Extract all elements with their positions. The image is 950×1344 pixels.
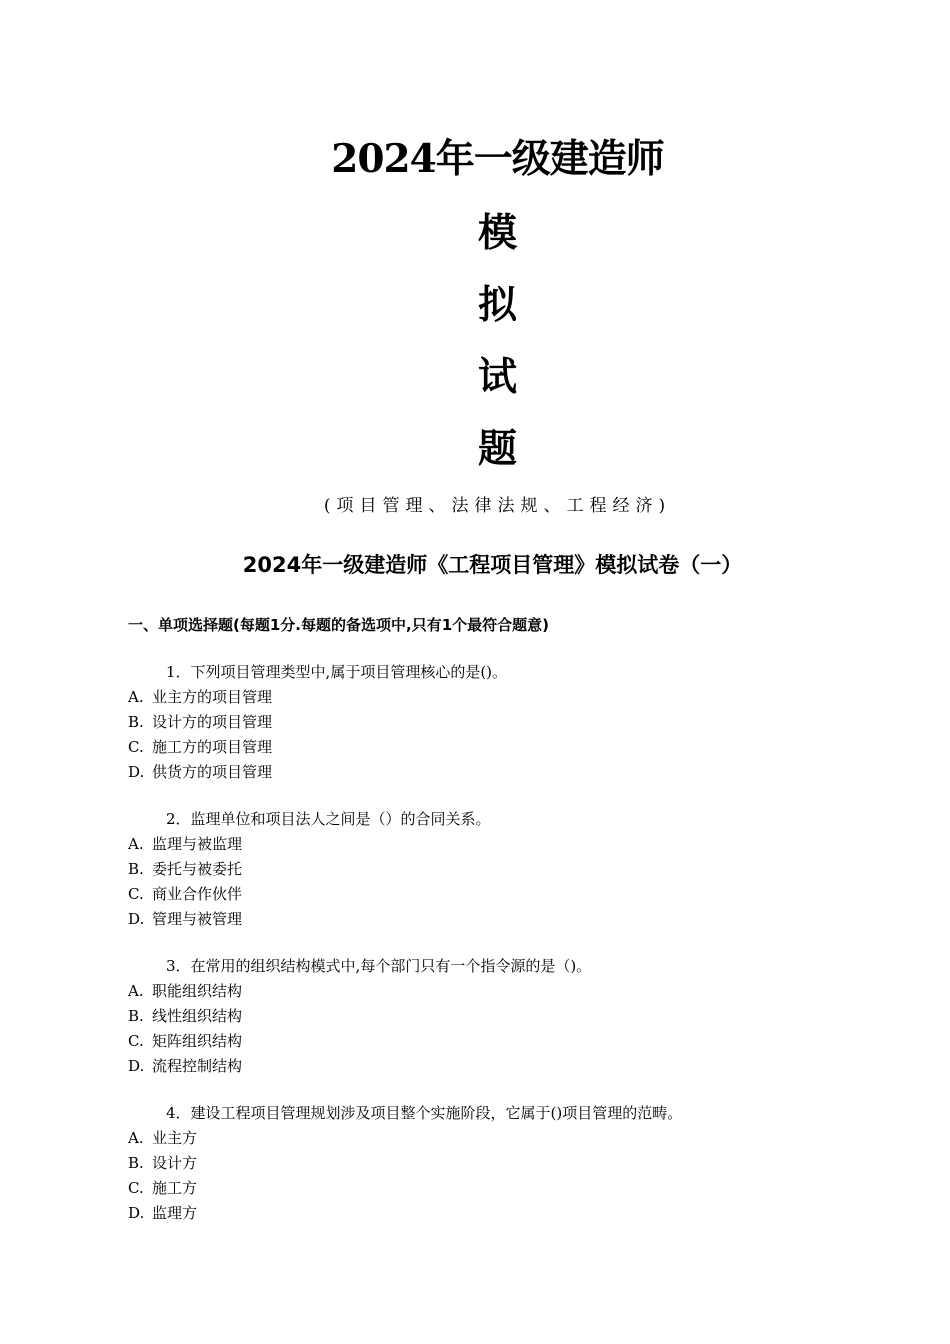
option-a	[128, 979, 888, 1004]
option-a	[128, 832, 888, 857]
option-text: 施工方	[152, 1179, 198, 1197]
cover-subtitle: (项目管理、法律法规、工程经济)	[323, 496, 672, 516]
option-letter: A.	[128, 1129, 144, 1147]
cover-title-char: 拟	[477, 282, 517, 328]
option-b	[128, 857, 888, 882]
question-stem: 1．下列项目管理类型中,属于项目管理核心的是()。	[166, 663, 508, 681]
option-letter: B.	[128, 713, 144, 731]
option-text: 设计方的项目管理	[152, 713, 273, 731]
option-letter: B.	[128, 860, 144, 878]
question-list	[128, 660, 888, 1248]
option-b	[128, 710, 888, 735]
option-letter: C.	[128, 738, 144, 756]
option-text: 委托与被委托	[152, 860, 243, 878]
cover-title: 2024年一级建造师	[331, 136, 664, 182]
option-a	[128, 685, 888, 710]
option-text: 监理方	[152, 1204, 198, 1222]
option-text: 职能组织结构	[152, 982, 243, 1000]
option-letter: A.	[128, 982, 144, 1000]
option-b	[128, 1004, 888, 1029]
option-text: 设计方	[152, 1154, 198, 1172]
question-item	[128, 807, 888, 932]
option-letter: C.	[128, 1032, 144, 1050]
question-item	[128, 660, 888, 785]
option-c	[128, 882, 888, 907]
option-text: 流程控制结构	[152, 1057, 243, 1075]
option-letter: A.	[128, 688, 144, 706]
question-stem: 4．建设工程项目管理规划涉及项目整个实施阶段，它属于()项目管理的范畴。	[166, 1104, 683, 1122]
question-stem: 2．监理单位和项目法人之间是（）的合同关系。	[166, 810, 491, 828]
option-letter: D.	[128, 763, 145, 781]
option-letter: B.	[128, 1007, 144, 1025]
option-letter: C.	[128, 885, 144, 903]
option-c	[128, 1176, 888, 1201]
option-letter: D.	[128, 1057, 145, 1075]
option-a	[128, 1126, 888, 1151]
cover-title-char: 模	[477, 210, 517, 256]
option-letter: A.	[128, 835, 144, 853]
option-c	[128, 735, 888, 760]
option-text: 矩阵组织结构	[152, 1032, 243, 1050]
option-b	[128, 1151, 888, 1176]
option-text: 业主方的项目管理	[152, 688, 273, 706]
question-item	[128, 954, 888, 1079]
option-letter: D.	[128, 910, 145, 928]
option-text: 管理与被管理	[152, 910, 243, 928]
option-d	[128, 1201, 888, 1226]
option-letter: C.	[128, 1179, 144, 1197]
option-c	[128, 1029, 888, 1054]
option-text: 商业合作伙伴	[152, 885, 243, 903]
option-d	[128, 907, 888, 932]
option-text: 监理与被监理	[152, 835, 243, 853]
question-stem: 3．在常用的组织结构模式中,每个部门只有一个指令源的是（)。	[166, 957, 592, 975]
option-text: 施工方的项目管理	[152, 738, 273, 756]
cover-title-char: 题	[477, 426, 517, 472]
cover-title-char: 试	[477, 354, 517, 400]
option-d	[128, 760, 888, 785]
option-text: 线性组织结构	[152, 1007, 243, 1025]
paper-title: 2024年一级建造师《工程项目管理》模拟试卷（一）	[242, 553, 743, 577]
option-letter: B.	[128, 1154, 144, 1172]
section-heading: 一、单项选择题(每题1分.每题的备选项中,只有1个最符合题意)	[128, 616, 549, 634]
question-item	[128, 1101, 888, 1226]
option-letter: D.	[128, 1204, 145, 1222]
option-d	[128, 1054, 888, 1079]
option-text: 供货方的项目管理	[152, 763, 273, 781]
option-text: 业主方	[152, 1129, 198, 1147]
